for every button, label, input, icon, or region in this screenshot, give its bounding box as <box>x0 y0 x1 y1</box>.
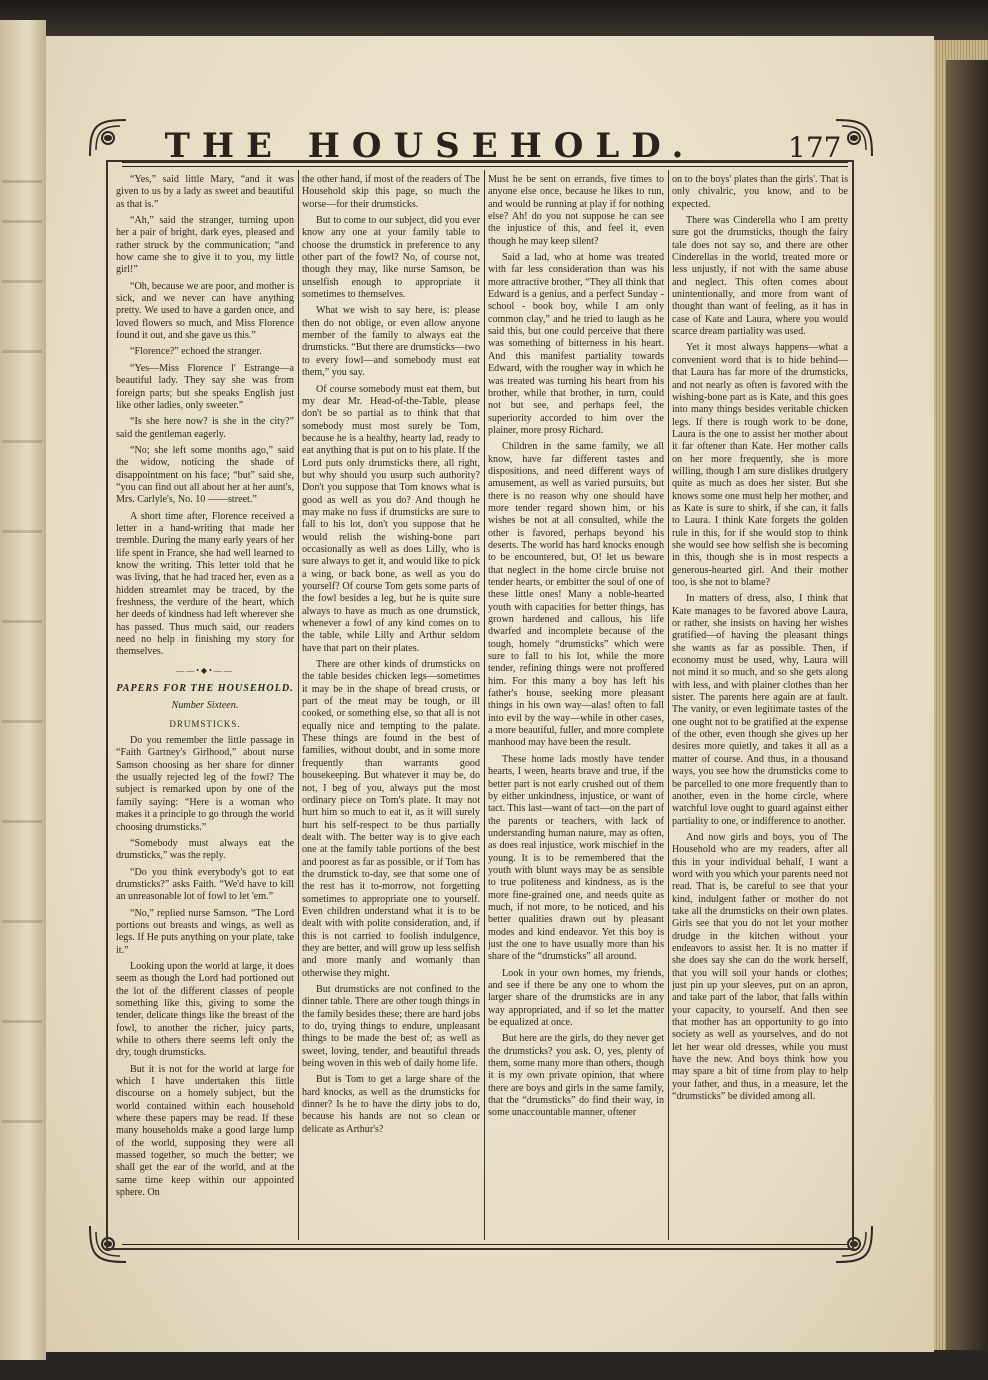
page-number: 177 <box>788 131 842 164</box>
paragraph: “Ah,” said the stranger, turning upon her a pair of bright, dark eyes, pleased and rather struck by the communication; “and how came she to give it to you, my little girl!” <box>116 215 294 276</box>
paragraph: on to the boys' plates than the girls'. That is only chivalric, you know, and to be expected. <box>672 174 848 210</box>
column-divider <box>298 170 299 1240</box>
paragraph: “No,” replied nurse Samson. “The Lord portions out breasts and wings, as well as legs. If He puts anything on your plate, take it.” <box>116 907 294 956</box>
paragraph: Of course somebody must eat them, but my dear Mr. Head-of-the-Table, please don't be so partial as to think that that somebody must most surely be Tom, because he is a healthy, hearty lad, ready to eat anything that is put on to his plate. If the Lord puts only drumsticks there, all right, but why should you usurp such authority? Don't you suppose that Tom knows what is good as well as you do? And though he may make no fuss if drumsticks are sure to fall to his lot, don't you suppose that he would relish the wishing-bone part occasionally as well as does Lilly, who is sure always to get it, and would like to pick a wing, or back bone, as well as you do yourself? Of course Tom gets some parts of the fowl besides a leg, but he is quite sure always to have as much as one drumstick, whenever a fowl of any kind comes on to the table, while Lilly and Arthur seldom have that part on their plates. <box>302 383 480 654</box>
paragraph: What we wish to say here, is: please then do not oblige, or even allow anyone member of the family to always eat the drumsticks. “But there are drumsticks—two to every fowl—and somebody must eat them,” you say. <box>302 305 480 379</box>
column-3 <box>488 174 664 1244</box>
column-divider <box>668 170 669 1240</box>
column-divider <box>484 170 485 1240</box>
paragraph: Must he be sent on errands, five times to anyone else once, because he likes to run, and would be running at play if for nothing else? Ah! do you not suppose he can see the injustice of this, and feel it, even though he may keep silent? <box>488 174 664 247</box>
paragraph: But it is not for the world at large for which I have undertaken this little discourse on a homely subject, but the world contained within each household where these papers may be read. If these many households make a good large lump of the world, supposing they were all massed together, so much the better; we shall get the ear of the world, and at the same time keep within our appointed sphere. On <box>116 1063 294 1199</box>
paragraph: Yet it most always happens—what a convenient word that is to hide behind—that Laura has far more of the drumsticks, and not nearly as often is favored with the wishing-bone part as is Kate, and this goes into many things besides veritable chicken legs. If there is rough work to be done, Laura is the one to assist her mother about it far oftener than Kate. Her mother calls on her more frequently, she is more willing, though I am sure dislikes drudgery quite as much as does her sister. But she knows some one must help her mother, and as Kate is sure to shirk, if she can, it falls to Laura. I think Kate forgets the golden rule in this, for if she would stop to think she would see how selfish she is becoming in this, though she is in most respects a generous-hearted girl. And their mother too, is she not to blame? <box>672 342 848 588</box>
paragraph: A short time after, Florence received a letter in a hand-writing that made her tremble. During the many early years of her life spent in France, she had well learned to know the writing. This letter told that he was living, that he had traced her, even as a hidden streamlet may be traced, by the freshness, the verdure of the heart, which her deeds of kindness had left wherever she has passed. Thus much said, our readers need no help in finishing my story for themselves. <box>116 510 294 658</box>
paragraph: “No; she left some months ago,” said the widow, noticing the shade of disappointment on his face; “but” said she, “you can find out all about her at her aunt's, Mrs. Carlyle's, No. 10 ——street.” <box>116 444 294 506</box>
paragraph: And now girls and boys, you of The Household who are my readers, after all this in your individual behalf, I want a word with you which your parents need not read. That is, be careful to see that your kind, indulgent father or mother do not take all the drumsticks on their own plates. Girls see that you do not let your mother drudge in the kitchen without your endeavors to assist her. It is no matter if she does say she can do the work herself, that you will soil your hands or clothes; just pin up your sleeves, put on an apron, and take part of the labor, that falls within your capacity, to yourself. And then see that mother has an opportunity to go into society as well as yourselves, and do not let her wear old dresses, while you must have the new. And boys think how you may spare a bit of time from play to help your father, and thus, in a measure, let the “drumsticks” be divided among all. <box>672 831 848 1103</box>
paragraph: “Somebody must always eat the drumsticks,” was the reply. <box>116 837 294 862</box>
left-page-edge <box>0 20 46 1360</box>
book-cover-edge <box>0 0 988 40</box>
book-spine-shadow <box>946 60 988 1350</box>
paragraph: In matters of dress, also, I think that Kate manages to be favored above Laura, or rather, she insists on having her wishes gratified—of having the pleasant things she wants as far as possible. Then, if economy must be used, why, Laura will not mind it so much, and so she gets along with less, and with plainer clothes than her sister. The parents here again are at fault. The vanity, or even legitimate tastes of the one ought not to be gratified at the expense of the other, even though she gives up her desires more quietly, and takes it all as a matter of course. And thus, in a thousand ways, you see how the drumsticks come to be parcelled to one more frequently than to another, even in the home circle, where watchful love ought to guard against either partiality to one, or indifference to another. <box>672 593 848 827</box>
paragraph: Looking upon the world at large, it does seem as though the Lord had portioned out the lot of the different classes of people something like this, giving to some the tender, delicate things like the breast of the fowl, to another the richer, juicy parts, while to others there seems left only the dry, tough drumsticks. <box>116 960 294 1059</box>
section-number: Number Sixteen. <box>171 700 239 712</box>
paragraph: Do you remember the little passage in “Faith Gartney's Girlhood,” about nurse Samson choosing as her share for dinner the usually rejected leg of the fowl? The subject is remarked upon by one of the family saying: “Here is a woman who makes it a principle to go through the world choosing drumsticks.” <box>116 735 294 833</box>
paragraph: But here are the girls, do they never get the drumsticks? you ask. O, yes, plenty of them, some many more than others, though it is my own private opinion, that where there are boys and girls in the same family, that the “drumsticks” do find their way, in some unaccountable manner, oftener <box>488 1033 664 1119</box>
paragraph: There are other kinds of drumsticks on the table besides chicken legs—sometimes it may be in the shape of bread crusts, or part of the meat may be tough, or ill cooked, or something else, so that all is not equally nice and tempting to the palate. These things are found in the best of families, without doubt, and in some more frequently than warrants good housekeeping. But whatever it may be, do not, I beg of you, always put the most ordinary piece on Tom's plate. It may not hurt him so much to eat it, as it will surely hurt his self-respect to be thus partially dealt with. The better way is to give each one at the family table portions of the best and poorest as far as possible, or if Tom has the drumstick to-day, see that some one of the rest has it to-morrow, not forgetting sometimes to appropriate one to yourself. Even children understand what it is to be dealt with with polite consideration, and, if this is not carried to foolish indulgence, they are better, and will grow up less selfish and more manly and womanly than otherwise they might. <box>302 659 480 979</box>
column-4 <box>672 174 848 1244</box>
column-2 <box>302 174 480 1244</box>
paragraph: Said a lad, who at home was treated with far less consideration than was his more attractive brother, “They all think that Edward is a genius, and a perfect Sunday - school - book boy, while I am only common clay,” and he tried to laugh as he said this, but one could perceive that there was something of bitterness in his heart. And this manifest partiality towards Edward, with the rougher way in which he was treated was turning his heart from his brother, while that brother, in turn, could not but see, and perhaps feel, the superiority accorded to him over the plainer, more prosy Richard. <box>488 252 664 436</box>
paragraph: “Oh, because we are poor, and mother is sick, and we never can have anything pretty. We used to have a garden once, and loved flowers so much, and Miss Florence found it out, and she gave us this.” <box>116 280 294 342</box>
paragraph: Children in the same family, we all know, have far different tastes and dispositions, and need different ways of amusement, as well as varied pursuits, but there is no reason why one should have more tender regard shown him, or his wishes be not at all consulted, while the other is favored, perhaps beyond his deserts. The world has hard knocks enough to be encountered, but, O! let us beware that neglect in the home circle bruise not tender hearts, or embitter the soul of one of these little ones! Many a noble-hearted youth with capacities for better things, has grown hardened and callous, his life dwarfed and incomplete because of the tough, homely “drumsticks” which were sure to fall to his lot, while the more tender, refining things were not proffered him. For this many a boy has left his father's house, seeking more pleasant things in his own way—alas! often to fall into evil by the way—while in other cases, a more beautiful, fuller, and more complete manhood may have been the result. <box>488 441 664 749</box>
paragraph: Look in your own homes, my friends, and see if there be any one to whom the larger share of the drumsticks are in any way appropriated, and if so let the matter be equalized at once. <box>488 967 664 1029</box>
paragraph: “Yes—Miss Florence l' Estrange—a beautiful lady. They say she was from foreign parts; but she speaks English just like other ladies, only sweeter.” <box>116 362 294 411</box>
page-title: THE HOUSEHOLD. <box>164 126 696 166</box>
column-1 <box>116 174 294 1244</box>
paragraph: But is Tom to get a large share of the hard knocks, as well as the drumsticks for dinner? Is he to have the dirty jobs to do, because his hands are not so clean or delicate as Arthur's? <box>302 1074 480 1135</box>
footer-rule <box>122 1244 848 1245</box>
section-topic: DRUMSTICKS. <box>169 718 241 729</box>
paragraph: These home lads mostly have tender hearts, I ween, hearts brave and true, if the better part is not early crushed out of them by either unkindness, injustice, or want of tact. This last—want of tact—on the part of the parents or teachers, with lack of understanding human nature, may as often, as does real injustice, work mischief in the young. It is to be remembered that the youth with blunt ways may be as sensible to true politeness and kindness, as is the more fine-grained one, and needs quite as much, if not more, to be noticed, and his better qualities drawn out by pleasant modes and kind endeavor. Yet this boy is just the one to have usually more than his share of the “drumsticks” all around. <box>488 753 664 963</box>
paragraph: “Is she here now? is she in the city?” said the gentleman eagerly. <box>116 416 294 440</box>
paragraph: But to come to our subject, did you ever know any one at your family table to choose the drumstick in preference to any other part of the fowl? No, of course not, though they may, like nurse Samson, be unselfish enough to appropriate it sometimes to themselves. <box>302 215 480 301</box>
paragraph: “Yes,” said little Mary, “and it was given to us by a lady as sweet and beautiful as that is.” <box>116 174 294 210</box>
paragraph: the other hand, if most of the readers of The Household skip this page, so much the worse—for their drumsticks. <box>302 174 480 210</box>
paragraph: But drumsticks are not confined to the dinner table. There are other tough things in the family besides these; there are hard jobs to do, trying things to endure, unpleasant things to be made the best of; as well as sweet, loving, tender, and beautiful threads being woven in this web of daily home life. <box>302 984 480 1070</box>
paragraph: “Do you think everybody's got to eat drumsticks?” asks Faith. “We'd have to kill an unreasonable lot of fowl to let 'em.” <box>116 866 294 903</box>
paragraph: There was Cinderella who I am pretty sure got the drumsticks, though the fairy tale does not say so, and there are other Cinderellas in the world, treated more or less unjustly, if not with the same abuse and neglect. This often comes about unintentionally, and more from want of thought than want of feeling, as it has in case of Kate and Laura, where you would scarce dream partiality was used. <box>672 215 848 338</box>
section-title: PAPERS FOR THE HOUSEHOLD. <box>116 683 294 695</box>
section-divider: ——•◆•—— <box>176 665 234 675</box>
paragraph: “Florence?” echoed the stranger. <box>130 346 262 358</box>
